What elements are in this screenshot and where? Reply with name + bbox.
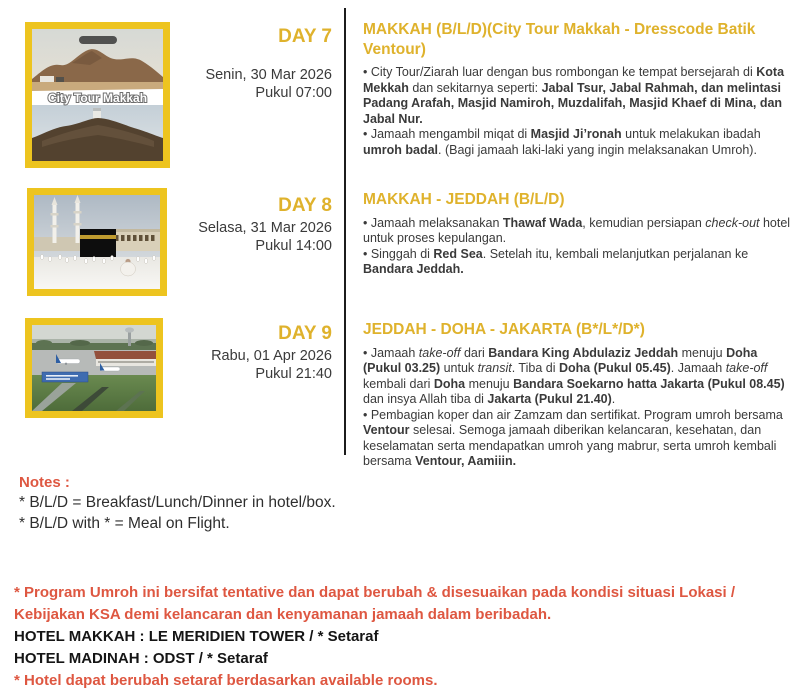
day-label: DAY 7 — [278, 26, 332, 47]
day-date-block — [170, 67, 332, 102]
hotel-change-note: * Hotel dapat berubah setaraf berdasarkan available rooms. — [14, 672, 438, 689]
text-run: • Jamaah mengambil miqat di — [363, 127, 531, 141]
text-run: Thawaf Wada — [502, 215, 583, 230]
text-run: . (Bagi jamaah laki-laki yang ingin melaksanakan Umroh). — [438, 142, 757, 157]
footer-section — [14, 582, 792, 692]
city-tour-makkah-illustration — [32, 29, 163, 161]
text-run: Doha — [433, 376, 466, 391]
itinerary-bullet — [363, 408, 796, 470]
day-date: Rabu, 01 Apr 2026 — [211, 348, 332, 364]
text-run: kembali dari — [363, 376, 434, 391]
itinerary-bullet — [363, 346, 796, 408]
text-run: Doha (Pukul 05.45) — [558, 361, 671, 375]
itinerary-bullet — [363, 65, 796, 127]
day-8-content — [363, 190, 796, 278]
text-run: Kota Mekkah — [363, 65, 785, 95]
text-run: menuju — [465, 376, 514, 391]
text-run: untuk melakukan ibadah — [621, 127, 761, 141]
day-date-block — [170, 220, 332, 255]
notes-line-1: * B/L/D = Breakfast/Lunch/Dinner in hotel/box. — [19, 494, 336, 511]
day-8-meta — [170, 193, 332, 255]
text-run: check-out — [705, 215, 760, 230]
kaaba-illustration — [34, 195, 160, 289]
itinerary-bullet — [363, 127, 796, 158]
jakarta-airport-photo — [25, 318, 163, 418]
notes-section — [19, 473, 336, 534]
day-date-block — [170, 348, 332, 383]
day-7-meta — [170, 24, 332, 102]
city-tour-makkah-photo — [25, 22, 170, 168]
text-run: Jabal Tsur, Jabal Rahmah, dan melintasi Padang Arafah, Masjid Namiroh, Muzdalifah, Masjid Khaef di Mina, dan Jabal Nur. — [363, 80, 783, 126]
day-label: DAY 8 — [278, 195, 332, 216]
text-run: • Jamaah melaksanakan — [363, 215, 503, 230]
notes-line-2: * B/L/D with * = Meal on Flight. — [19, 514, 230, 532]
text-run: Bandara Soekarno hatta Jakarta (Pukul 08.45) — [513, 376, 785, 391]
text-run: , kemudian persiapan — [582, 215, 706, 230]
itinerary-bullet — [363, 247, 796, 278]
day-label: DAY 9 — [278, 323, 332, 344]
text-run: untuk — [440, 361, 478, 375]
text-run: take-off — [418, 345, 461, 360]
program-disclaimer: * Program Umroh ini bersifat tentative dan dapat berubah & disesuaikan pada kondisi situasi Lokasi / Kebijakan KSA demi kelancaran dan kenyamanan jamaah dalam beribadah. — [14, 584, 736, 623]
day-9-content — [363, 320, 796, 470]
text-run: dan sekitarnya seperti: — [408, 80, 542, 95]
text-run: Bandara Jeddah. — [363, 262, 464, 276]
day-time: Pukul 14:00 — [255, 237, 332, 254]
hotel-makkah-line: HOTEL MAKKAH : LE MERIDIEN TOWER / * Setaraf — [14, 628, 379, 645]
photo-caption: City Tour Makkah — [47, 91, 148, 105]
kaaba-masjidil-haram-photo — [27, 188, 167, 296]
airport-illustration — [32, 325, 156, 411]
day-title: MAKKAH (B/L/D)(City Tour Makkah - Dresscode Batik Ventour) — [363, 21, 756, 58]
day-title: JEDDAH - DOHA - JAKARTA (B*/L*/D*) — [363, 321, 645, 338]
notes-heading: Notes : — [19, 474, 70, 491]
text-run: transit — [477, 361, 512, 375]
itinerary-bullet — [363, 216, 796, 247]
photo-label-pill — [79, 36, 117, 44]
day-9-meta — [170, 321, 332, 383]
day-date: Senin, 30 Mar 2026 — [205, 67, 332, 83]
text-run: • Singgah di — [363, 246, 434, 261]
text-run: . Jamaah — [670, 361, 726, 375]
text-run: Jakarta (Pukul 21.40) — [487, 392, 612, 406]
text-run: • Pembagian koper dan air Zamzam dan sertifikat. Program umroh bersama — [363, 407, 783, 422]
day-time: Pukul 07:00 — [255, 84, 332, 101]
day-bullets — [363, 216, 796, 278]
text-run: . — [611, 392, 616, 406]
text-run: selesai. Semoga jamaah diberikan kelancaran, kesehatan, dan keselamatan serta mendapatkan umroh yang mabrur, serta umroh kembali bersama — [363, 423, 777, 468]
text-run: menuju — [678, 345, 727, 360]
vertical-divider — [344, 8, 346, 455]
hotel-madinah-line: HOTEL MADINAH : ODST / * Setaraf — [14, 650, 268, 667]
text-run: umroh badal — [363, 142, 439, 157]
text-run: Ventour — [363, 423, 410, 437]
text-run: Doha (Pukul 03.25) — [363, 345, 758, 375]
text-run: Masjid Ji’ronah — [530, 127, 622, 141]
text-run: . Setelah itu, kembali melanjutkan perjalanan ke — [482, 246, 749, 261]
text-run: dan insya Allah tiba di — [363, 392, 488, 406]
day-date: Selasa, 31 Mar 2026 — [198, 220, 332, 236]
day-7-content — [363, 20, 796, 158]
day-time: Pukul 21:40 — [255, 365, 332, 382]
text-run: . Tiba di — [511, 361, 559, 375]
day-bullets — [363, 346, 796, 470]
text-run: hotel untuk proses kepulangan. — [363, 215, 791, 245]
text-run: • Jamaah — [363, 345, 419, 360]
text-run: Bandara King Abdulaziz Jeddah — [488, 345, 679, 360]
text-run: Red Sea — [433, 246, 483, 261]
day-bullets — [363, 65, 796, 158]
day-title: MAKKAH - JEDDAH (B/L/D) — [363, 191, 565, 208]
text-run: take-off — [725, 361, 768, 375]
text-run: Ventour, Aamiiin. — [415, 454, 517, 468]
text-run: dari — [460, 345, 489, 360]
text-run: • City Tour/Ziarah luar dengan bus rombongan ke tempat bersejarah di — [363, 65, 757, 79]
airport-sign — [42, 372, 88, 382]
